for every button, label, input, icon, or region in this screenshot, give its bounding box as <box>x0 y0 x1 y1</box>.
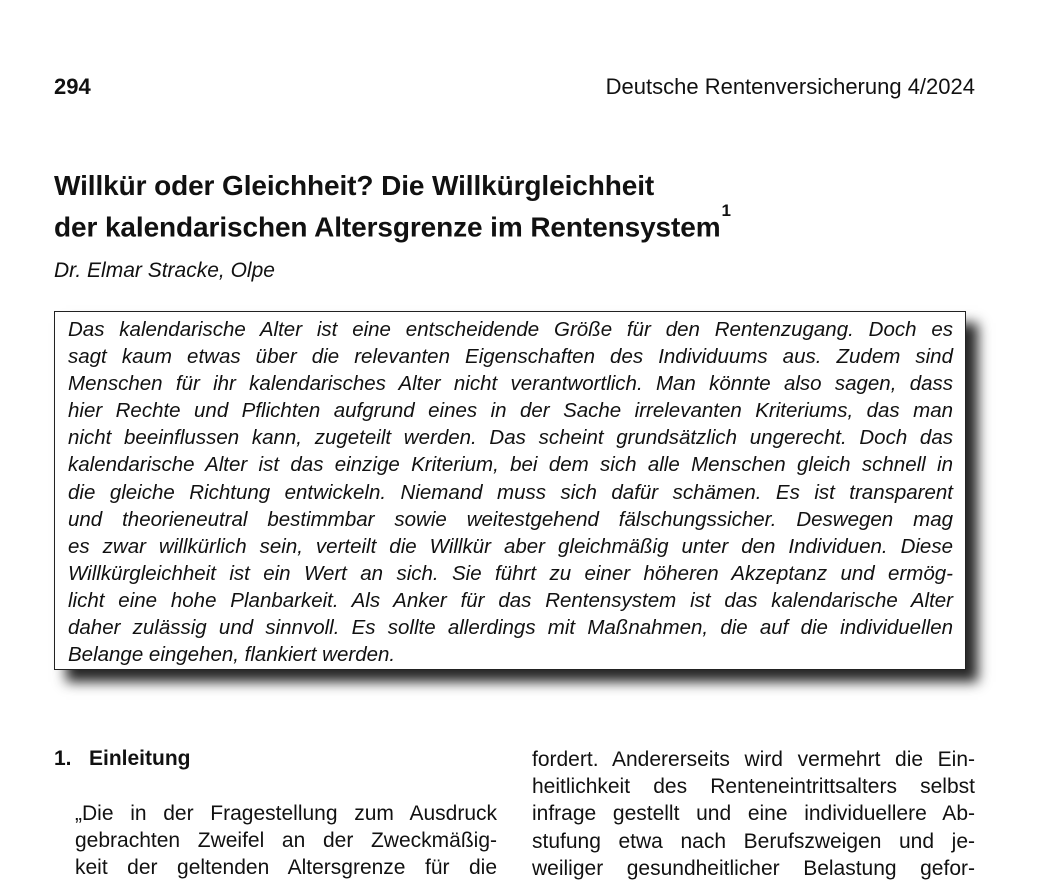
abstract-line: daher zulässig und sinnvoll. Es sollte allerdings mit Maßnahmen, die auf die individuellen <box>68 616 953 640</box>
abstract-line: es zwar willkürlich sein, verteilt die Willkür aber gleichmäßig unter den Individuen. Diese <box>68 534 953 558</box>
body-column-right <box>532 746 975 882</box>
body-line: infrage gestellt und eine individuellere Ab- <box>532 802 975 826</box>
section-heading <box>54 745 191 772</box>
title-line-2 <box>54 203 954 244</box>
abstract-line: Menschen für ihr kalendarisches Alter nicht verantwortlich. Man könnte also sagen, dass <box>68 372 953 396</box>
abstract-line: licht eine hohe Planbarkeit. Als Anker für das Rentensystem ist das kalendarische Alter <box>68 588 953 612</box>
body-line: heitlichkeit des Renteneintrittsalters selbst <box>532 775 975 799</box>
abstract-box <box>54 311 966 670</box>
section-title: Einleitung <box>89 747 191 770</box>
article-title <box>54 168 954 244</box>
body-line: weiliger gesundheitlicher Belastung gefor- <box>532 856 975 880</box>
abstract-line: nicht beeinflussen kann, zugeteilt werden. Das scheint grundsätzlich ungerecht. Doch das <box>68 426 953 450</box>
journal-header: Deutsche Rentenversicherung 4/2024 <box>605 74 975 99</box>
body-line: gebrachten Zweifel an der Zweckmäßig- <box>75 829 497 853</box>
abstract-line: und theorieneutral bestimmbar sowie weitestgehend fälschungssicher. Deswegen mag <box>68 507 953 531</box>
footnote-reference[interactable]: 1 <box>721 201 731 220</box>
title-line-1: Willkür oder Gleichheit? Die Willkürgleichheit <box>54 170 655 201</box>
body-column-left <box>75 800 497 882</box>
abstract-line: kalendarische Alter ist das einzige Kriterium, bei dem sich alle Menschen gleich schnell in <box>68 453 953 477</box>
section-number: 1. <box>54 747 72 770</box>
page-number: 294 <box>54 74 91 99</box>
abstract-line: Willkürgleichheit ist ein Wert an sich. Sie führt zu einer höheren Akzeptanz und ermög- <box>68 561 953 585</box>
abstract-line: die gleiche Richtung entwickeln. Niemand muss sich dafür schämen. Es ist transparent <box>68 480 953 504</box>
title-line-2-text: der kalendarischen Altersgrenze im Rentensystem <box>54 211 721 243</box>
body-line: keit der geltenden Altersgrenze für die <box>75 856 497 880</box>
abstract-line: Das kalendarische Alter ist eine entscheidende Größe für den Rentenzugang. Doch es <box>68 318 953 341</box>
abstract-line: hier Rechte und Pflichten aufgrund eines in der Sache irrelevanten Kriteriums, das man <box>68 399 953 423</box>
abstract-line: sagt kaum etwas über die relevanten Eigenschaften des Individuums aus. Zudem sind <box>68 345 953 369</box>
author-line: Dr. Elmar Stracke, Olpe <box>54 259 275 282</box>
body-line: fordert. Andererseits wird vermehrt die Ein- <box>532 748 975 771</box>
body-line: stufung etwa nach Berufszweigen und je- <box>532 829 975 853</box>
abstract-line: Belange eingehen, flankiert werden. <box>68 643 396 667</box>
body-line: „Die in der Fragestellung zum Ausdruck <box>75 802 497 825</box>
